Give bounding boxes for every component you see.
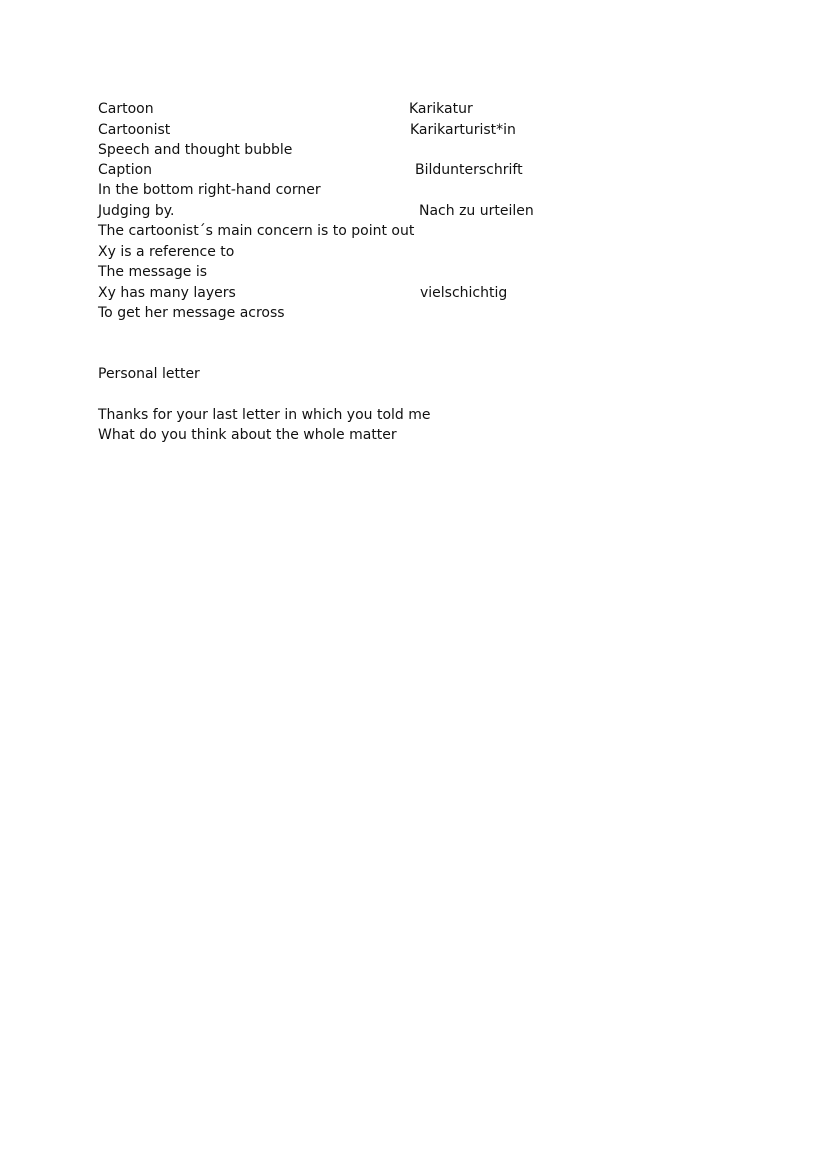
letter-line-text: Thanks for your last letter in which you told me	[98, 407, 431, 423]
vocab-row-main-concern	[98, 221, 738, 241]
vocab-row-cartoon	[98, 99, 738, 119]
vocab-english: Speech and thought bubble	[98, 142, 293, 158]
vocab-english: In the bottom right-hand corner	[98, 182, 321, 198]
letter-line	[98, 425, 738, 445]
letter-heading-text: Personal letter	[98, 366, 200, 382]
vocab-row-reference	[98, 242, 738, 262]
vocab-german: Nach zu urteilen	[419, 203, 534, 219]
vocab-english: Cartoonist	[98, 122, 171, 138]
vocab-row-caption	[98, 160, 738, 180]
letter-line	[98, 405, 738, 425]
vocab-english: To get her message across	[98, 305, 285, 321]
vocab-german: vielschichtig	[420, 285, 508, 301]
vocab-row-speech-bubble	[98, 140, 738, 160]
vocab-german: Bildunterschrift	[415, 162, 523, 178]
letter-line-text: What do you think about the whole matter	[98, 427, 397, 443]
vocab-row-layers	[98, 283, 738, 303]
vocab-row-message	[98, 262, 738, 282]
letter-heading	[98, 364, 738, 384]
vocab-row-cartoonist	[98, 120, 738, 140]
vocab-english: Judging by.	[98, 203, 175, 219]
vocab-english: Caption	[98, 162, 153, 178]
vocab-english: Cartoon	[98, 101, 154, 117]
vocab-german: Karikatur	[409, 101, 473, 117]
vocab-row-corner	[98, 180, 738, 200]
vocab-english: Xy is a reference to	[98, 244, 235, 260]
vocab-row-message-across	[98, 303, 738, 323]
vocab-german: Karikarturist*in	[410, 122, 516, 138]
vocab-row-judging	[98, 201, 738, 221]
vocab-english: The message is	[98, 264, 208, 280]
vocab-english: Xy has many layers	[98, 285, 236, 301]
vocab-english: The cartoonist´s main concern is to point out	[98, 223, 415, 239]
